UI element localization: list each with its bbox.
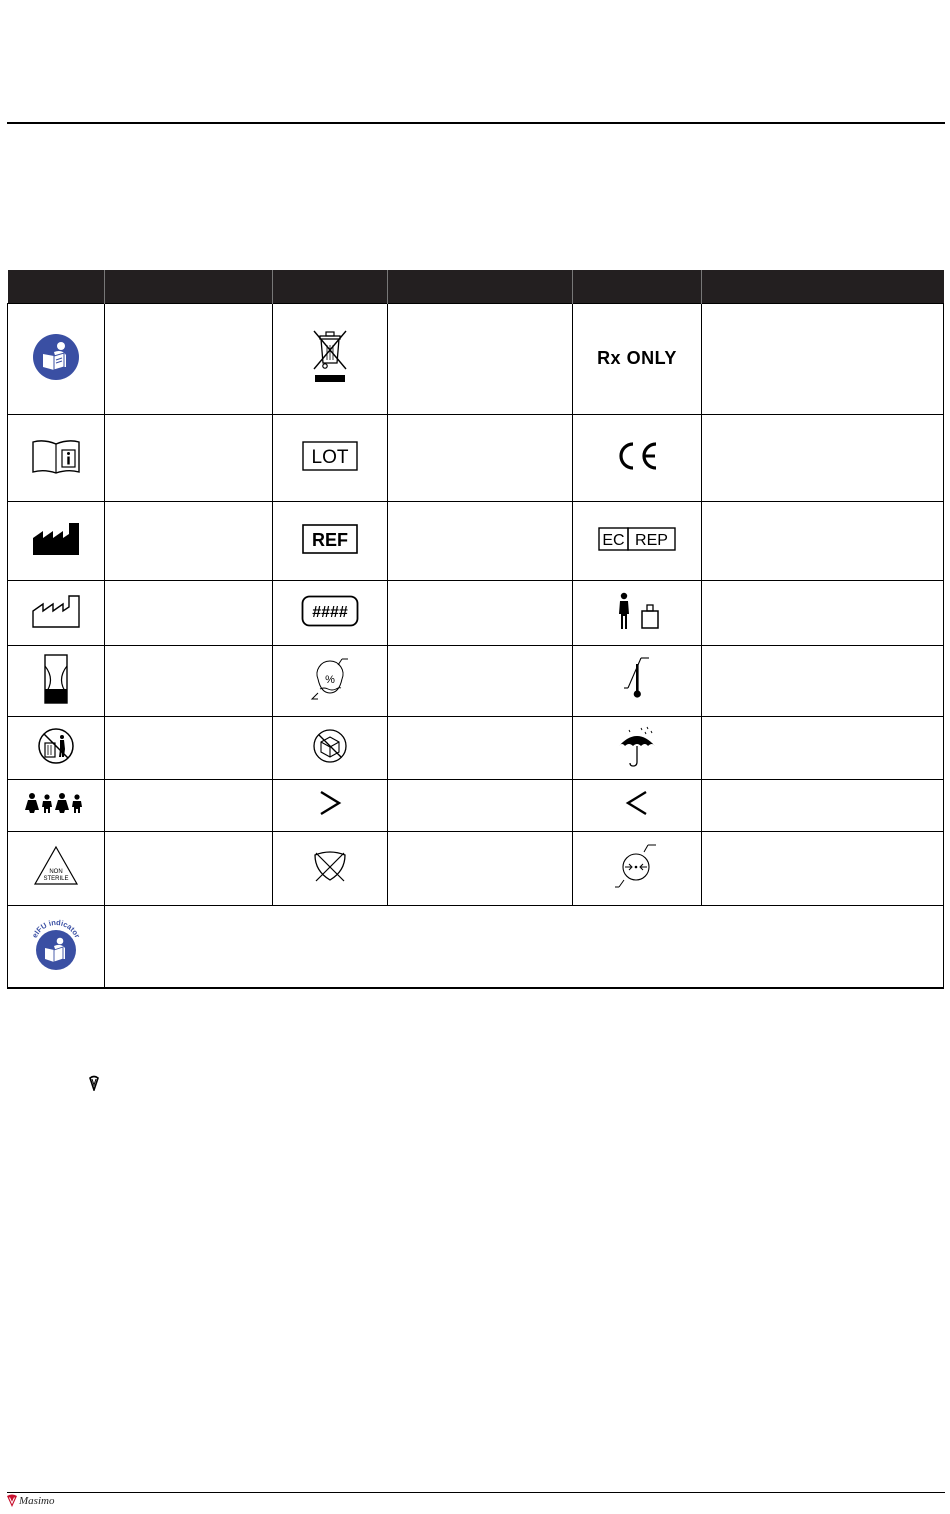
symbol-cell: [273, 502, 388, 581]
symbol-cell: [273, 415, 388, 502]
table-row: [8, 581, 944, 646]
symbol-cell: [8, 780, 105, 832]
symbol-cell: [573, 581, 702, 646]
description-cell: [105, 832, 273, 906]
symbols-table: [7, 270, 944, 989]
symbol-cell: [573, 415, 702, 502]
catalog-ref-icon: [302, 524, 358, 554]
description-cell: [388, 780, 573, 832]
header-cell: [388, 270, 573, 304]
svg-text:STERILE: STERILE: [43, 876, 69, 882]
symbol-cell: [573, 304, 702, 415]
header-cell: [105, 270, 273, 304]
table-row: [8, 304, 944, 415]
description-cell: [105, 502, 273, 581]
svg-text:LOT: LOT: [311, 446, 349, 468]
use-by-hourglass-icon: [42, 654, 70, 704]
description-cell: [702, 646, 944, 717]
date-of-manufacture-icon: [31, 594, 81, 628]
symbol-cell: [8, 906, 105, 988]
svg-text:REF: REF: [312, 529, 348, 550]
symbol-cell: [8, 581, 105, 646]
header-cell: [8, 270, 105, 304]
description-cell: [702, 832, 944, 906]
description-cell: [388, 502, 573, 581]
lot-number-icon: [302, 441, 358, 471]
patient-sizes-icon: [25, 792, 87, 814]
description-cell: [702, 717, 944, 780]
description-cell: [702, 780, 944, 832]
non-sterile-icon: [33, 845, 79, 887]
header-cell: [573, 270, 702, 304]
instructions-info-icon: [31, 438, 81, 474]
header-cell: [702, 270, 944, 304]
serial-number-icon: [301, 595, 359, 627]
symbol-cell: [8, 304, 105, 415]
symbol-cell: [573, 717, 702, 780]
keep-dry-icon: [617, 724, 657, 768]
description-cell: [105, 906, 944, 988]
masimo-mark-icon: [89, 1075, 99, 1096]
description-cell: [388, 832, 573, 906]
do-not-use-damaged-package-icon: [312, 728, 348, 764]
less-than-icon: [625, 790, 649, 816]
table-row: [8, 906, 944, 988]
manufacturer-icon: [32, 522, 80, 556]
rx-only-icon: Rx ONLY: [597, 348, 677, 368]
symbol-cell: [8, 415, 105, 502]
description-cell: [702, 415, 944, 502]
ce-mark-icon: [613, 440, 661, 472]
symbol-cell: [273, 832, 388, 906]
temperature-limit-icon: [623, 656, 651, 702]
symbol-cell: [8, 717, 105, 780]
description-cell: [105, 717, 273, 780]
symbol-cell: [273, 304, 388, 415]
table-row: [8, 717, 944, 780]
symbol-cell: [273, 581, 388, 646]
masimo-logo: [6, 1494, 54, 1508]
description-cell: [702, 304, 944, 415]
svg-text:%: %: [325, 673, 335, 686]
svg-text:eIFU indicator: eIFU indicator: [30, 917, 82, 940]
description-cell: [105, 581, 273, 646]
masimo-logo-icon: [6, 1494, 18, 1508]
description-cell: [105, 780, 273, 832]
description-cell: [105, 646, 273, 717]
svg-text:NON: NON: [49, 869, 63, 875]
table-row: [8, 415, 944, 502]
footer-rule: [7, 1492, 945, 1493]
table-row: [8, 502, 944, 581]
masimo-logo-text: Masimo: [19, 1495, 55, 1507]
header-rule: [7, 122, 945, 124]
greater-than-icon: [318, 790, 342, 816]
svg-text:REP: REP: [635, 531, 668, 549]
do-not-discard-icon: [37, 727, 75, 765]
symbol-cell: [8, 646, 105, 717]
table-row: [8, 646, 944, 717]
description-cell: [388, 646, 573, 717]
header-cell: [273, 270, 388, 304]
description-cell: [388, 581, 573, 646]
symbol-cell: [8, 502, 105, 581]
ec-rep-icon: [598, 527, 676, 551]
table-row: [8, 832, 944, 906]
pressure-limit-icon: [614, 843, 660, 889]
latex-free-icon: [312, 849, 348, 883]
description-cell: [702, 502, 944, 581]
description-cell: [388, 717, 573, 780]
symbol-cell: [573, 832, 702, 906]
humidity-limit-icon: [308, 657, 352, 701]
description-cell: [702, 581, 944, 646]
eifu-indicator-icon: [28, 915, 84, 973]
description-cell: [105, 304, 273, 415]
symbol-cell: [273, 717, 388, 780]
consult-ifu-blue-icon: [32, 333, 80, 381]
svg-text:####: ####: [312, 603, 348, 621]
table-header-row: [8, 270, 944, 304]
svg-text:EC: EC: [602, 531, 625, 549]
table-row: [8, 780, 944, 832]
weee-crossed-bin-icon: [310, 327, 350, 387]
symbol-cell: [573, 502, 702, 581]
body-weight-icon: [612, 592, 662, 630]
symbol-cell: [8, 832, 105, 906]
symbol-cell: [273, 780, 388, 832]
description-cell: [388, 415, 573, 502]
symbol-cell: [573, 780, 702, 832]
description-cell: [388, 304, 573, 415]
symbol-cell: [273, 646, 388, 717]
symbol-cell: [573, 646, 702, 717]
description-cell: [105, 415, 273, 502]
